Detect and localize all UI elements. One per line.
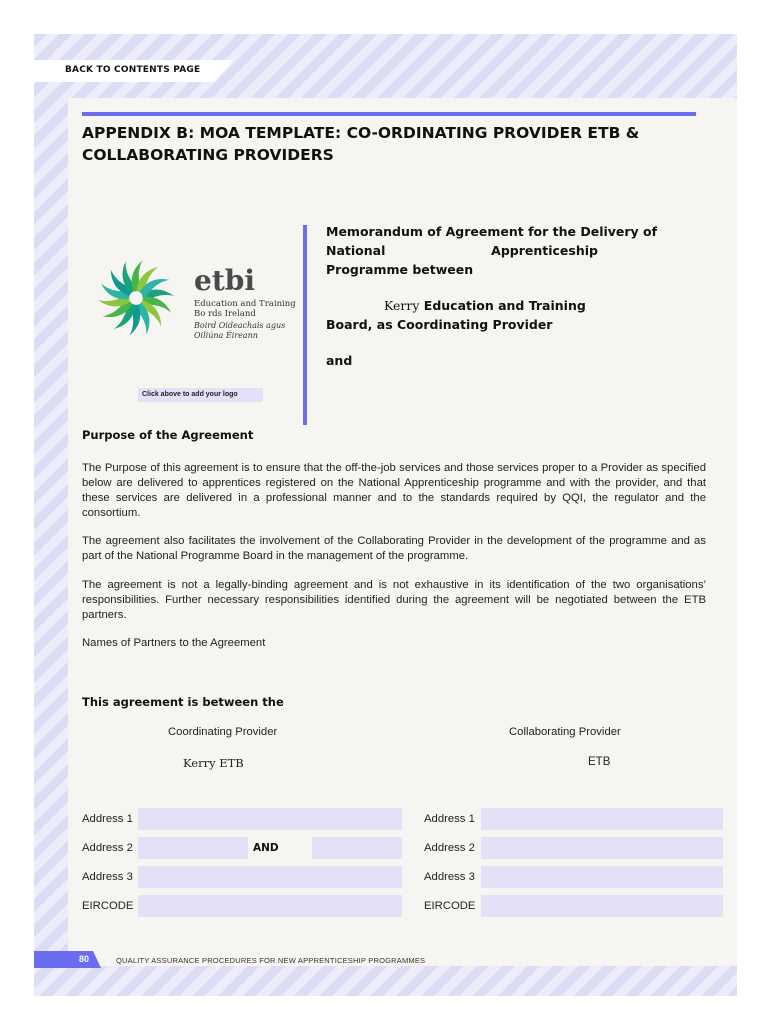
right-address-1-label: Address 1 <box>424 813 475 825</box>
title-accent-line <box>82 112 696 116</box>
footer-page-tab <box>34 951 101 968</box>
page-title <box>82 122 702 166</box>
purpose-paragraph-1: The Purpose of this agreement is to ensure that the off-the-job services and those services proper to a Provider as specified below are delivered to apprentices registered on the National Apprenticeship programme and with the provider, and that these services are delivered in a professional manner and to the standards required by QQI, the regulator and the consortium. <box>82 462 706 519</box>
left-address-1-label: Address 1 <box>82 813 133 825</box>
logo-brand: etbi <box>194 264 255 297</box>
right-address-3-label: Address 3 <box>424 871 475 883</box>
left-address-1-input[interactable] <box>138 808 402 830</box>
purpose-heading: Purpose of the Agreement <box>82 428 254 442</box>
document-page <box>34 34 737 996</box>
memo-apprenticeship: Apprenticeship <box>491 243 598 258</box>
etbi-logo[interactable] <box>88 248 298 348</box>
memo-line-5: Board, as Coordinating Provider <box>326 317 553 332</box>
logo-line-1: Education and Training <box>194 299 296 309</box>
memo-line-4 <box>326 296 671 315</box>
collaborating-provider-value: ETB <box>588 756 611 768</box>
memo-national: National <box>326 243 386 258</box>
memo-vertical-bar <box>303 225 307 425</box>
right-address-3-input[interactable] <box>481 866 723 888</box>
add-logo-button[interactable]: Click above to add your logo <box>138 388 263 402</box>
page-number: 80 <box>79 954 90 964</box>
left-address-2b-input[interactable] <box>312 837 402 859</box>
memo-kerry: Kerry <box>384 298 420 313</box>
and-label: AND <box>253 842 279 854</box>
title-line-2: COLLABORATING PROVIDERS <box>82 146 334 164</box>
left-address-2-label: Address 2 <box>82 842 133 854</box>
left-eircode-input[interactable] <box>138 895 402 917</box>
left-address-2-input[interactable] <box>138 837 248 859</box>
right-eircode-input[interactable] <box>481 895 723 917</box>
title-line-1: APPENDIX B: MOA TEMPLATE: CO-ORDINATING PROVIDER ETB & <box>82 124 640 142</box>
partners-label: Names of Partners to the Agreement <box>82 637 266 649</box>
agreement-heading: This agreement is between the <box>82 695 284 709</box>
right-address-2-label: Address 2 <box>424 842 475 854</box>
memo-line-2 <box>326 241 598 260</box>
logo-line-2: Bo rds Ireland <box>194 309 256 319</box>
etbi-swirl-icon <box>98 259 174 337</box>
purpose-paragraph-3: The agreement is not a legally-binding agreement and is not exhaustive in its identification of the two organisations’ responsibilities. Further necessary responsibilities identified during the agreement will be negotiated between the ETB partners. <box>82 579 706 621</box>
logo-line-3: Boird Oideachais agus <box>194 321 286 330</box>
memo-line-1: Memorandum of Agreement for the Delivery of <box>326 224 658 239</box>
back-to-contents-link[interactable]: BACK TO CONTENTS PAGE <box>65 65 201 75</box>
right-address-2-input[interactable] <box>481 837 723 859</box>
coordinating-provider-value: Kerry ETB <box>183 756 244 770</box>
memo-heading <box>326 222 671 370</box>
coordinating-provider-label: Coordinating Provider <box>168 726 278 738</box>
logo-line-4: Oiliúna Éireann <box>194 331 258 340</box>
right-address-1-input[interactable] <box>481 808 723 830</box>
collaborating-provider-label: Collaborating Provider <box>509 726 621 738</box>
footer-text: QUALITY ASSURANCE PROCEDURES FOR NEW APPRENTICESHIP PROGRAMMES <box>116 956 426 965</box>
page-content <box>68 98 737 966</box>
memo-etb: Education and Training <box>419 298 586 313</box>
memo-line-6: and <box>326 353 353 368</box>
left-address-3-input[interactable] <box>138 866 402 888</box>
left-eircode-label: EIRCODE <box>82 900 134 912</box>
left-address-3-label: Address 3 <box>82 871 133 883</box>
right-eircode-label: EIRCODE <box>424 900 476 912</box>
memo-line-3: Programme between <box>326 262 474 277</box>
purpose-paragraph-2: The agreement also facilitates the involvement of the Collaborating Provider in the development of the programme and as part of the National Programme Board in the management of the programme. <box>82 535 706 562</box>
